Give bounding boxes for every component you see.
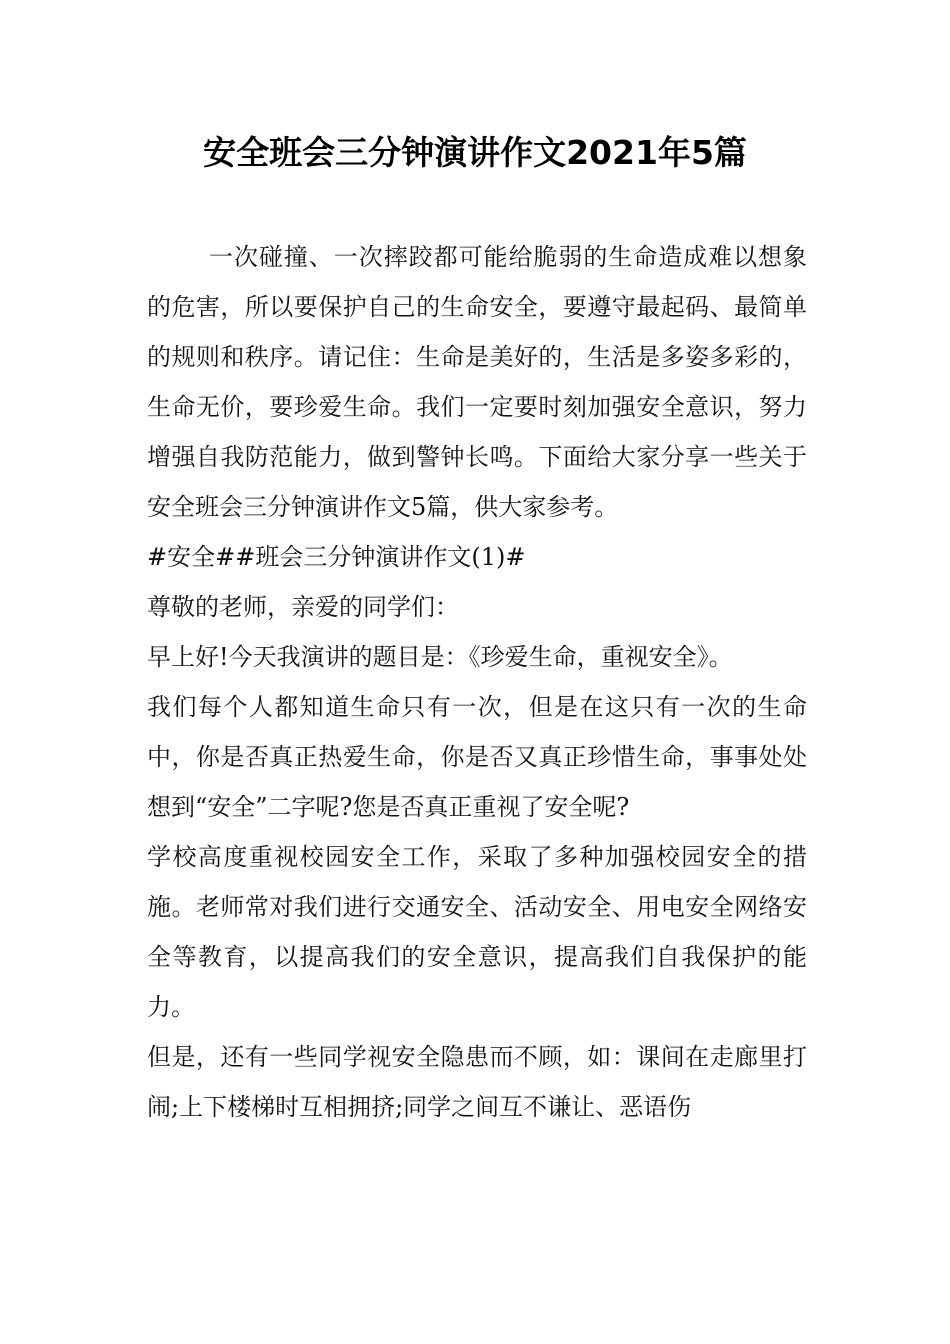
greeting-paragraph: 早上好!今天我演讲的题目是：《珍爱生命，重视安全》。 (147, 643, 733, 671)
document-body (147, 232, 807, 1132)
body-paragraph: 但是，还有一些同学视安全隐患而不顾，如：课间在走廊里打闹;上下楼梯时互相拥挤;同学之间互不谦让、恶语伤 (147, 1043, 807, 1121)
intro-paragraph: 一次碰撞、一次摔跤都可能给脆弱的生命造成难以想象的危害，所以要保护自己的生命安全，要遵守最起码、最简单的规则和秩序。请记住：生命是美好的，生活是多姿多彩的，生命无价，要珍爱生命。我们一定要时刻加强安全意识，努力增强自我防范能力，做到警钟长鸣。下面给大家分享一些关于安全班会三分钟演讲作文5篇，供大家参考。 (147, 243, 807, 521)
body-paragraph: 学校高度重视校园安全工作，采取了多种加强校园安全的措施。老师常对我们进行交通安全、活动安全、用电安全网络安全等教育，以提高我们的安全意识，提高我们自我保护的能力。 (147, 843, 807, 1021)
section-heading: #安全##班会三分钟演讲作文(1)# (147, 543, 526, 571)
salutation-paragraph: 尊敬的老师，亲爱的同学们： (147, 593, 459, 621)
document-title: 安全班会三分钟演讲作文2021年5篇 (203, 133, 747, 172)
body-paragraph: 我们每个人都知道生命只有一次，但是在这只有一次的生命中，你是否真正热爱生命，你是否又真正珍惜生命，事事处处想到“安全”二字呢?您是否真正重视了安全呢? (147, 693, 807, 821)
